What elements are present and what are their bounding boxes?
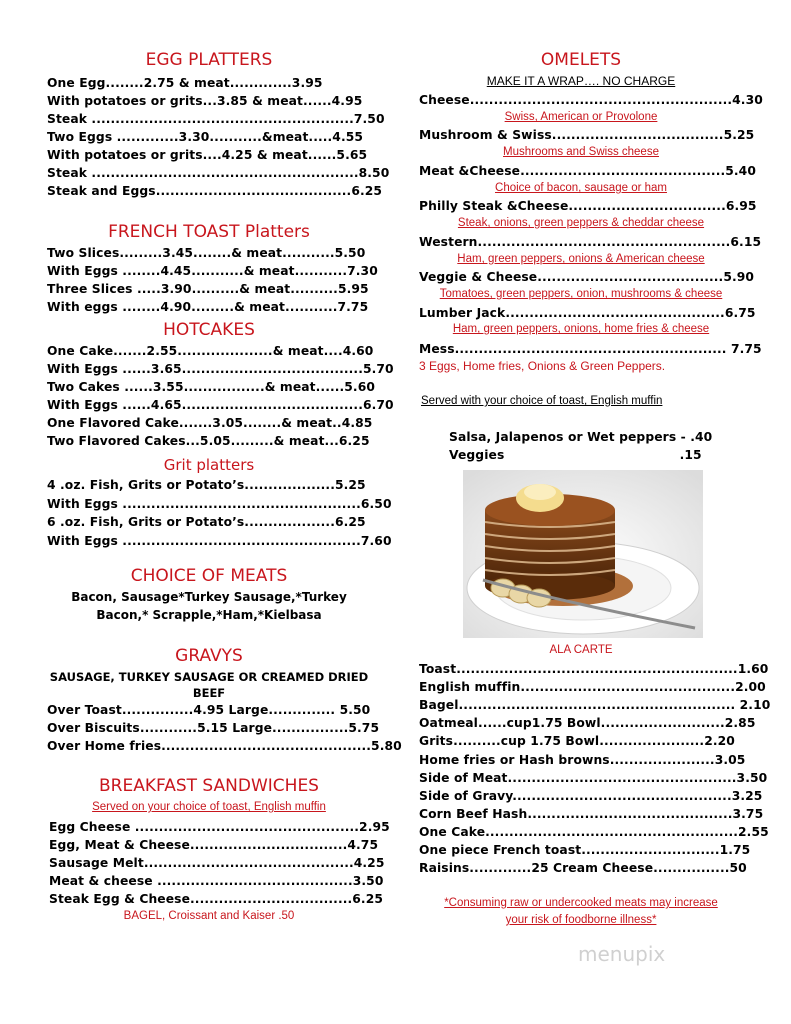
pancake-stack-image [463,470,703,638]
item-detail: Swiss, American or Provolone [504,111,658,123]
item-detail: Mushrooms and Swiss cheese [503,146,659,158]
menu-row: With potatoes or grits....4.25 & meat......5.65 [47,148,368,162]
menu-row: Corn Beef Hash...........................................3.75 [419,807,764,821]
extras-row: Salsa, Jalapenos or Wet peppers - .40 [449,430,713,444]
menu-row: With Eggs ..................................................6.50 [47,497,392,511]
menu-row: Over Toast...............4.95 Large.............. 5.50 [47,703,371,717]
menu-row: Philly Steak &Cheese.................................6.95 [419,199,757,213]
omelets-heading: OMELETS [540,50,622,70]
item-detail: Tomatoes, green peppers, onion, mushrooms & cheese [439,288,723,300]
gravys-description: SAUSAGE, TURKEY SAUSAGE OR CREAMED DRIED [49,670,369,684]
menu-row: Steak and Eggs.........................................6.25 [47,184,383,198]
menupix-watermark: menupix [578,942,666,966]
meats-line: Bacon,* Scrapple,*Ham,*Kielbasa [96,608,322,622]
menu-row: One Cake.....................................................2.55 [419,825,769,839]
menu-row: Over Home fries............................................5.80 [47,739,402,753]
foodborne-warning: your risk of foodborne illness* [505,914,657,926]
pancake-photo [463,470,703,638]
menu-row: Two Eggs .............3.30...........&meat.....4.55 [47,130,364,144]
menu-row: Raisins.............25 Cream Cheese................50 [419,861,747,875]
menu-row: English muffin.............................................2.00 [419,680,766,694]
menu-row: Meat &Cheese...........................................5.40 [419,164,756,178]
menu-row: Lumber Jack..............................................6.75 [419,306,756,320]
menu-row: Over Biscuits............5.15 Large................5.75 [47,721,380,735]
menu-row: Mess......................................................... 7.75 [419,342,762,356]
menu-row: 4 .oz. Fish, Grits or Potato’s...................5.25 [47,478,366,492]
foodborne-warning: *Consuming raw or undercooked meats may increase [444,897,718,909]
menu-row: One Flavored Cake.......3.05........& meat..4.85 [47,416,373,430]
breakfast-sandwiches-heading: BREAKFAST SANDWICHES [99,776,319,796]
egg-platters-heading: EGG PLATTERS [145,50,273,70]
item-detail: Ham, green peppers, onions & American cheese [457,253,705,265]
gravys-heading: GRAVYS [175,646,243,666]
menu-row: Meat & cheese .........................................3.50 [49,874,384,888]
item-detail: Ham, green peppers, onions, home fries & cheese [452,323,710,335]
menu-row: Grits..........cup 1.75 Bowl......................2.20 [419,734,735,748]
menu-row: Side of Gravy..............................................3.25 [419,789,763,803]
menu-row: With Eggs ..................................................7.60 [47,534,392,548]
menu-row: Home fries or Hash browns......................3.05 [419,753,746,767]
gravys-description: BEEF [192,686,226,700]
menu-row: Steak ........................................................8.50 [47,166,390,180]
menu-row: Two Slices.........3.45........& meat...........5.50 [47,246,366,260]
menu-row: Three Slices .....3.90..........& meat..........5.95 [47,282,369,296]
menu-row: Egg, Meat & Cheese.................................4.75 [49,838,379,852]
sandwiches-footer: BAGEL, Croissant and Kaiser .50 [123,910,295,922]
french-toast-heading: FRENCH TOAST Platters [108,222,310,242]
ala-carte-heading: ALA CARTE [549,644,613,656]
menu-row: Steak .......................................................7.50 [47,112,385,126]
menu-row: With potatoes or grits...3.85 & meat......4.95 [47,94,363,108]
menu-row: 6 .oz. Fish, Grits or Potato’s...................6.25 [47,515,366,529]
menu-row: With Eggs ........4.45...........& meat...........7.30 [47,264,378,278]
menu-row: Western.....................................................6.15 [419,235,762,249]
menu-row: One Cake.......2.55....................& meat....4.60 [47,344,374,358]
item-detail: Steak, onions, green peppers & cheddar cheese [457,217,705,229]
menu-row: Veggie & Cheese.......................................5.90 [419,270,755,284]
menu-row: With Eggs ......4.65......................................6.70 [47,398,394,412]
menu-row: Egg Cheese ...............................................2.95 [49,820,390,834]
hotcakes-heading: HOTCAKES [163,320,255,340]
menu-row: Oatmeal......cup1.75 Bowl..........................2.85 [419,716,756,730]
item-detail: Choice of bacon, sausage or ham [495,182,667,194]
menu-row: One Egg........2.75 & meat.............3.95 [47,76,323,90]
menu-row: With eggs ........4.90.........& meat...........7.75 [47,300,369,314]
extras-row: Veggies .15 [449,448,702,462]
omelets-subheading: MAKE IT A WRAP…. NO CHARGE [486,74,676,88]
menu-row: Sausage Melt............................................4.25 [49,856,385,870]
item-detail: 3 Eggs, Home fries, Onions & Green Peppers. [419,359,666,373]
menu-row: Toast...........................................................1.60 [419,662,769,676]
menu-row: Steak Egg & Cheese..................................6.25 [49,892,384,906]
grit-platters-heading: Grit platters [163,456,255,474]
menu-row: One piece French toast.............................1.75 [419,843,751,857]
menu-row: Cheese.......................................................4.30 [419,93,763,107]
menu-row: Side of Meat................................................3.50 [419,771,768,785]
menu-row: Two Flavored Cakes...5.05.........& meat...6.25 [47,434,370,448]
meats-line: Bacon, Sausage*Turkey Sausage,*Turkey [71,590,347,604]
choice-of-meats-heading: CHOICE OF MEATS [130,566,288,586]
menu-row: Bagel.......................................................... 2.10 [419,698,771,712]
menu-row: Two Cakes ......3.55.................& meat......5.60 [47,380,376,394]
menu-row: Mushroom & Swiss....................................5.25 [419,128,755,142]
sandwiches-note: Served on your choice of toast, English muffin [92,801,326,813]
menu-row: With Eggs ......3.65......................................5.70 [47,362,394,376]
served-note: Served with your choice of toast, English muffin [421,395,663,407]
